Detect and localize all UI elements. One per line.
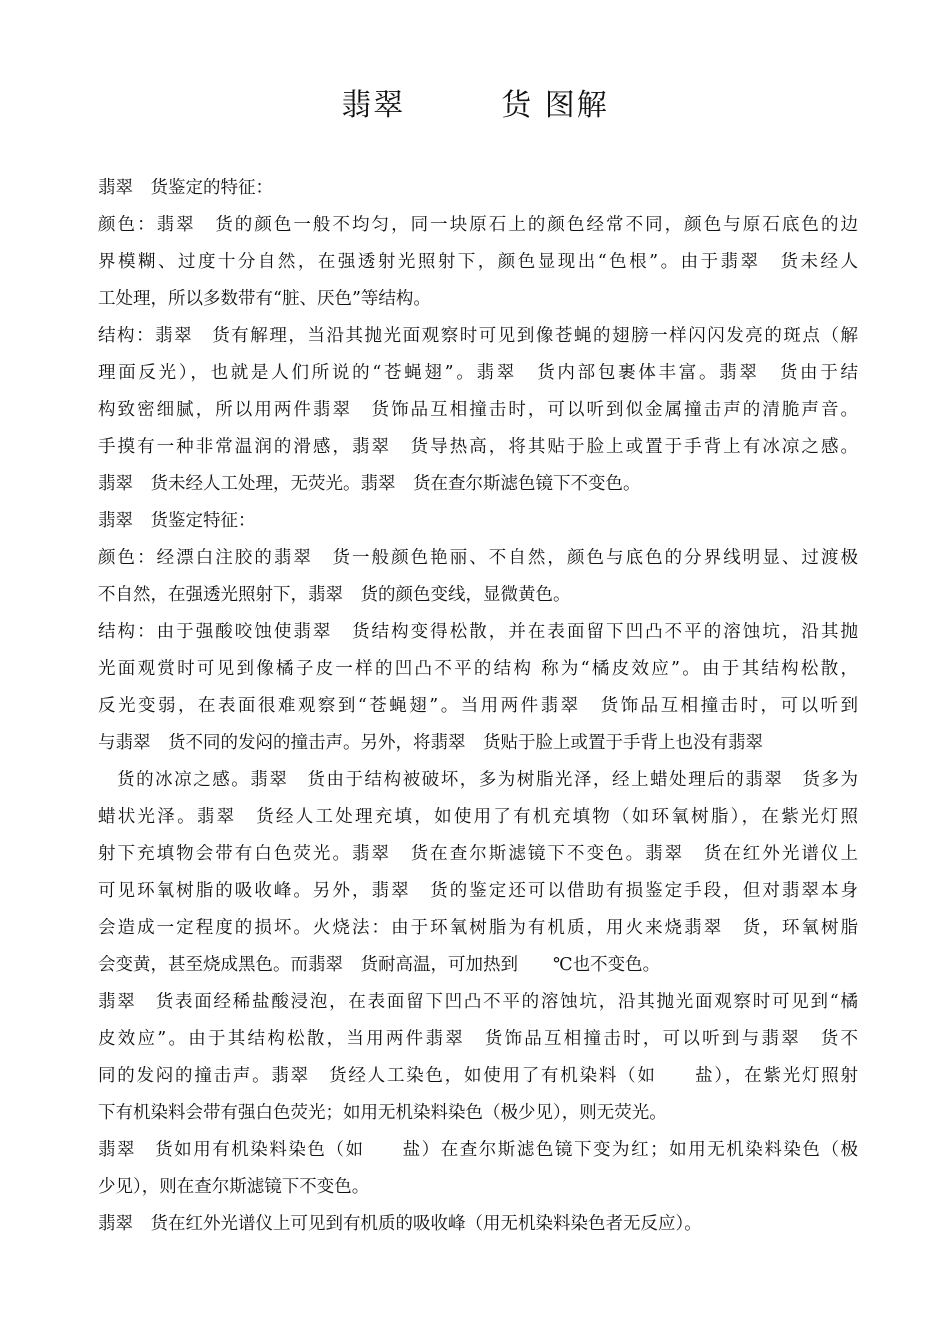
- text-line: 皮效应”。由于其结构松散，当用两件翡翠 货饰品互相撞击时，可以听到与翡翠 货不: [98, 1029, 858, 1049]
- text-line: 不自然，在强透光照射下，翡翠 货的颜色变线，显微黄色。: [98, 585, 571, 605]
- text-line: 界模糊、过度十分自然，在强透射光照射下，颜色显现出“色根”。由于翡翠 货未经人: [98, 252, 858, 272]
- text-line: 手摸有一种非常温润的滑感，翡翠 货导热高，将其贴于脸上或置于手背上有冰凉之感。: [98, 437, 858, 457]
- text-line: 射下充填物会带有白色荧光。翡翠 货在查尔斯滤镜下不变色。翡翠 货在红外光谱仪上: [98, 844, 858, 864]
- text-line: 工处理，所以多数带有“脏、厌色”等结构。: [98, 289, 431, 309]
- document-title: 翡翠 货 图解: [341, 88, 609, 123]
- text-line: 颜色：翡翠 货的颜色一般不均匀，同一块原石上的颜色经常不同，颜色与原石底色的边: [98, 215, 858, 235]
- text-line: 同的发闷的撞击声。翡翠 货经人工染色，如使用了有机染料（如 盐），在紫光灯照射: [98, 1066, 858, 1086]
- text-line: 颜色：经漂白注胶的翡翠 货一般颜色艳丽、不自然，颜色与底色的分界线明显、过渡极: [98, 548, 858, 568]
- text-line: 反光变弱，在表面很难观察到“苍蝇翅”。当用两件翡翠 货饰品互相撞击时，可以听到: [98, 696, 858, 716]
- text-line: 光面观赏时可见到像橘子皮一样的凹凸不平的结构 称为“橘皮效应”。由于其结构松散，: [98, 659, 858, 679]
- text-line: 会造成一定程度的损坏。火烧法：由于环氧树脂为有机质，用火来烧翡翠 货，环氧树脂: [98, 918, 858, 938]
- text-line: 翡翠 货鉴定的特征：: [98, 178, 273, 198]
- text-line: 蜡状光泽。翡翠 货经人工处理充填，如使用了有机充填物（如环氧树脂），在紫光灯照: [98, 807, 858, 827]
- text-line: 下有机染料会带有强白色荧光；如用无机染料染色（极少见），则无荧光。: [98, 1103, 667, 1123]
- text-line: 翡翠 货如用有机染料染色（如 盐）在查尔斯滤色镜下变为红；如用无机染料染色（极: [98, 1140, 858, 1160]
- text-line: 翡翠 货在红外光谱仪上可见到有机质的吸收峰（用无机染料染色者无反应）。: [98, 1214, 702, 1234]
- text-line: 货的冰凉之感。翡翠 货由于结构被破坏，多为树脂光泽，经上蜡处理后的翡翠 货多为: [98, 770, 858, 790]
- text-line: 理面反光），也就是人们所说的“苍蝇翅”。翡翠 货内部包裹体丰富。翡翠 货由于结: [98, 363, 858, 383]
- text-line: 构致密细腻，所以用两件翡翠 货饰品互相撞击时，可以听到似金属撞击声的清脆声音。: [98, 400, 858, 420]
- text-line: 结构：由于强酸咬蚀使翡翠 货结构变得松散，并在表面留下凹凸不平的溶蚀坑，沿其抛: [98, 622, 858, 642]
- text-line: 翡翠 货表面经稀盐酸浸泡，在表面留下凹凸不平的溶蚀坑，沿其抛光面观察时可见到“橘: [98, 992, 858, 1012]
- text-line: 少见），则在查尔斯滤镜下不变色。: [98, 1177, 370, 1197]
- text-line: 可见环氧树脂的吸收峰。另外，翡翠 货的鉴定还可以借助有损鉴定手段，但对翡翠本身: [98, 881, 858, 901]
- text-line: 会变黄，甚至烧成黑色。而翡翠 货耐高温，可加热到 ℃也不变色。: [98, 955, 661, 975]
- document-body: [98, 170, 858, 1243]
- text-line: 与翡翠 货不同的发闷的撞击声。另外，将翡翠 货贴于脸上或置于手背上也没有翡翠: [98, 733, 763, 753]
- text-line: 翡翠 货鉴定特征：: [98, 511, 256, 531]
- text-line: 结构：翡翠 货有解理，当沿其抛光面观察时可见到像苍蝇的翅膀一样闪闪发亮的斑点（解: [98, 326, 858, 346]
- text-line: 翡翠 货未经人工处理，无荧光。翡翠 货在查尔斯滤色镜下不变色。: [98, 474, 641, 494]
